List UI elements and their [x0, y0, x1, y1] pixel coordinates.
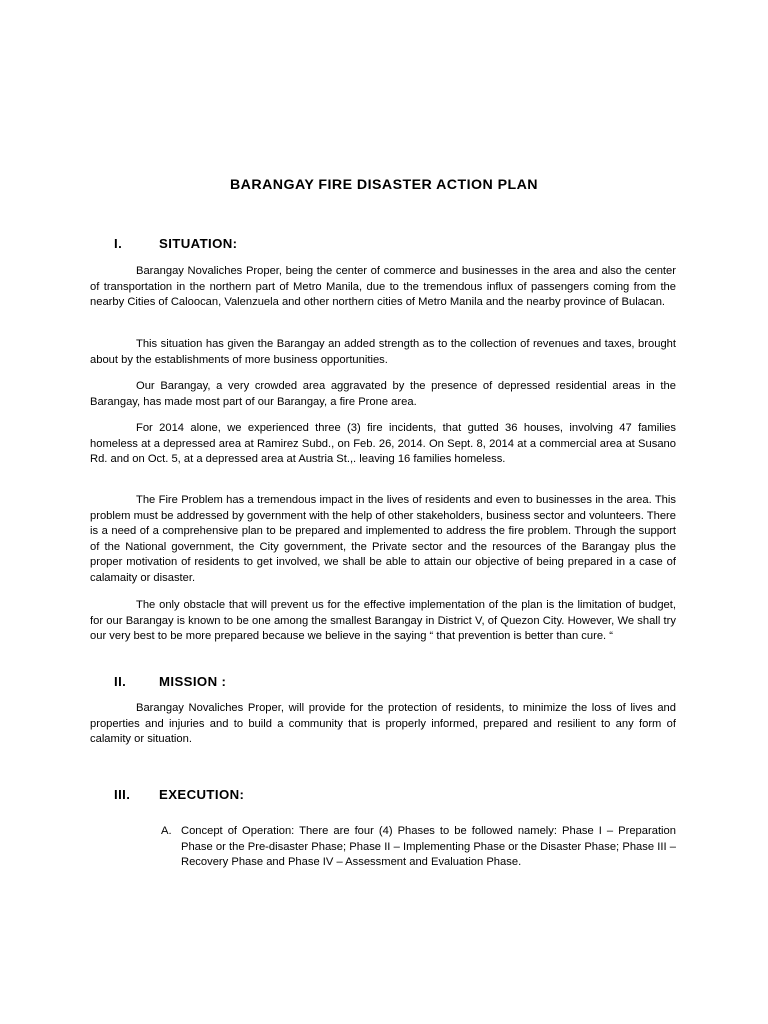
list-item: [161, 824, 676, 871]
section-title: EXECUTION:: [159, 787, 245, 802]
section-number: III.: [114, 787, 131, 802]
section-heading-mission: [114, 674, 226, 689]
list-marker: A.: [161, 825, 172, 837]
paragraph: Barangay Novaliches Proper, will provide for the protection of residents, to minimize the loss of lives and properties and injuries and to build a community that is properly informed, prepared and resilient to any form of calamity or situation.: [90, 702, 676, 745]
section-title: MISSION :: [159, 674, 227, 689]
section-heading-situation: [114, 236, 237, 251]
section-title: SITUATION:: [159, 236, 238, 251]
section-heading-execution: [114, 787, 244, 802]
list-item-text: Concept of Operation: There are four (4) Phases to be followed namely: Phase I – Preparation Phase or the Pre-disaster Phase; Phase II – Implementing Phase or the Disaster Phase; Phase III – Recovery Phase and Phase IV – Assessment and Evaluation Phase.: [181, 825, 676, 868]
section-number: I.: [114, 236, 123, 251]
paragraph: Our Barangay, a very crowded area aggravated by the presence of depressed residential areas in the Barangay, has made most part of our Barangay, a fire Prone area.: [90, 380, 676, 408]
section-number: II.: [114, 674, 127, 689]
paragraph: This situation has given the Barangay an added strength as to the collection of revenues and taxes, brought about by the establishments of more business opportunities.: [90, 338, 676, 366]
paragraph: Barangay Novaliches Proper, being the center of commerce and businesses in the area and also the center of transportation in the northern part of Metro Manila, due to the tremendous influx of passengers coming from the nearby Cities of Caloocan, Valenzuela and other northern cities of Metro Manila and the nearby province of Bulacan.: [90, 265, 676, 308]
document-title: BARANGAY FIRE DISASTER ACTION PLAN: [229, 177, 538, 193]
paragraph: The Fire Problem has a tremendous impact in the lives of residents and even to businesses in the area. This problem must be addressed by government with the help of other stakeholders, business sector and volunteers. There is a need of a comprehensive plan to be prepared and implemented to address the fire problem. Through the support of the National government, the City government, the Private sector and the resources of the Barangay plus the proper motivation of residents to get involved, we shall be able to attain our objective of being prepared in a case of calamaity or disaster.: [90, 494, 676, 584]
paragraph: For 2014 alone, we experienced three (3) fire incidents, that gutted 36 houses, involving 47 families homeless at a depressed area at Ramirez Subd., on Feb. 26, 2014. On Sept. 8, 2014 at a commercial area at Susano Rd. and on Oct. 5, at a depressed area at Austria St.,. leaving 16 families homeless.: [90, 422, 676, 465]
paragraph: The only obstacle that will prevent us for the effective implementation of the plan is the limitation of budget, for our Barangay is known to be one among the smallest Barangay in District V, of Quezon City. However, We shall try our very best to be more prepared because we believe in the saying “ that prevention is better than cure. “: [90, 599, 676, 642]
